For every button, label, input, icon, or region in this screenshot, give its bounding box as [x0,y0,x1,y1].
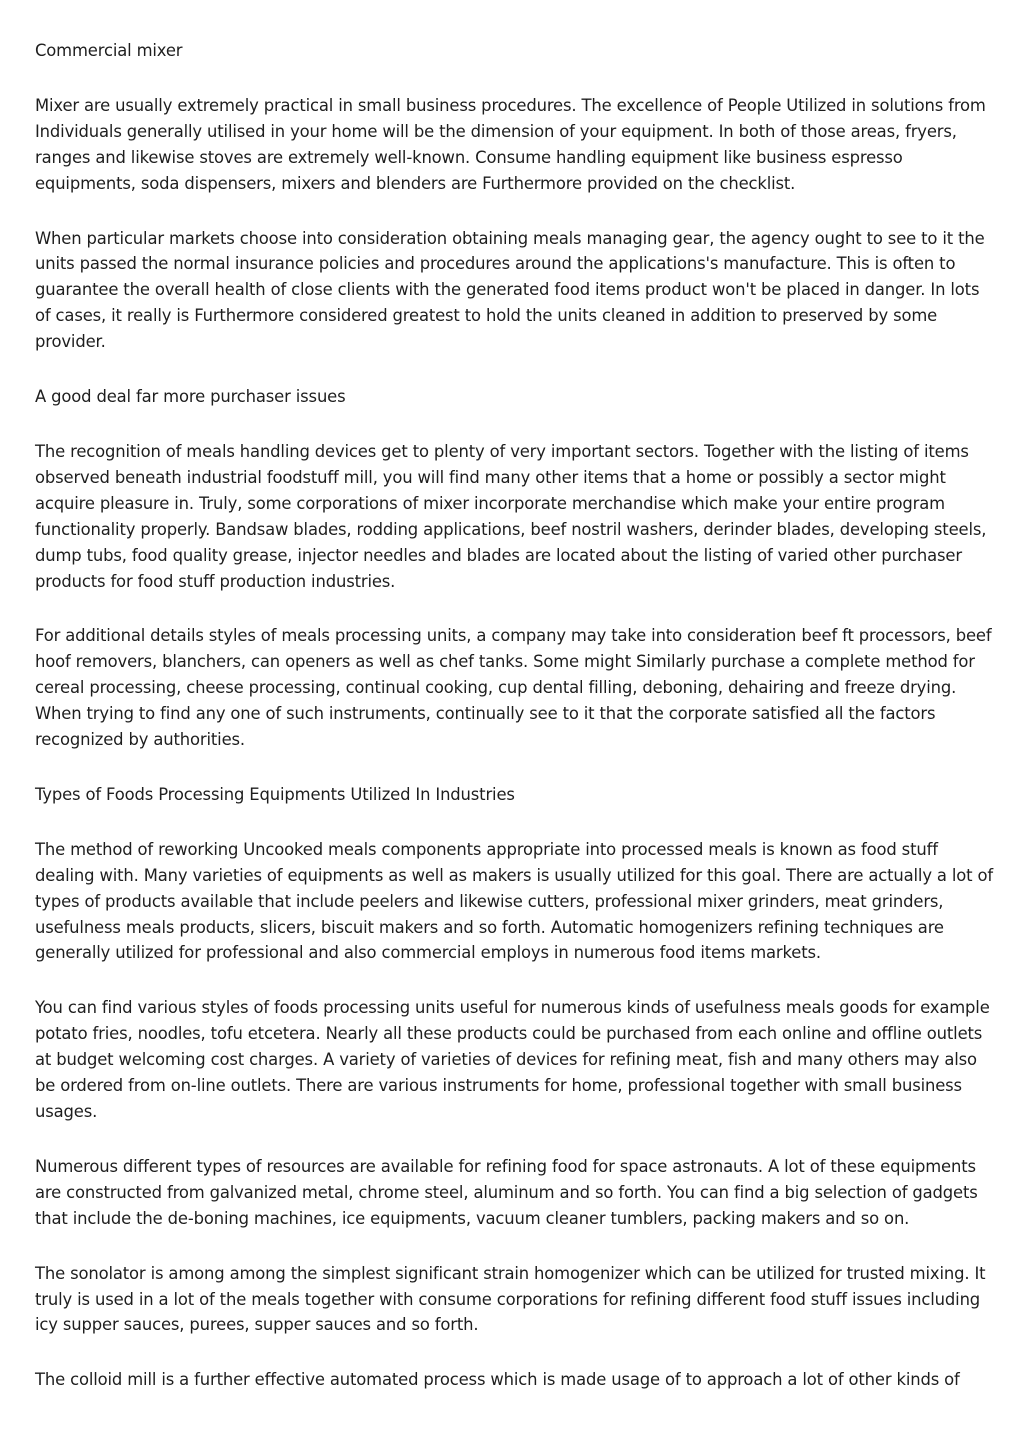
section-heading-types-of-equipments: Types of Foods Processing Equipments Utilized In Industries [35,784,515,804]
paragraph-various-styles: You can find various styles of foods processing units useful for numerous kinds of usefulness meals goods for example potato fries, noodles, tofu etcetera. Nearly all these products could be purchased from each online and offline outlets at budget welcoming cost charges. A variety of varieties of devices for refining meat, fish and many others may also be ordered from on-line outlets. There are various instruments for home, professional together with small business usages. [35,998,990,1121]
paragraph-mixer-practical: Mixer are usually extremely practical in small business procedures. The excellence of People Utilized in solutions from Individuals generally utilised in your home will be the dimension of your equipment. In both of those areas, fryers, ranges and likewise stoves are extremely well-known. Consume handling equipment like business espresso equipments, soda dispensers, mixers and blenders are Furthermore provided on the checklist. [35,95,986,193]
section-heading-commercial-mixer: Commercial mixer [35,41,183,60]
paragraph-recognition-devices: The recognition of meals handling devices get to plenty of very important sectors. Together with the listing of items observed beneath industrial foodstuff mill, you will find many other items that a home or possibly a sector might acquire pleasure in. Truly, some corporations of mixer incorporate merchandise which make your entire program functionality properly. Bandsaw blades, rodding applications, beef nostril washers, derinder blades, developing steels, dump tubs, food quality grease, injector needles and blades are located about the listing of varied other purchaser products for food stuff production industries. [35,441,987,591]
paragraph-space-astronauts: Numerous different types of resources are available for refining food for space astronauts. A lot of these equipments are constructed from galvanized metal, chrome steel, aluminum and so forth. You can find a big selection of gadgets that include the de-boning machines, ice equipments, vacuum cleaner tumblers, packing makers and so on. [35,1156,978,1228]
paragraph-sonolator: The sonolator is among among the simplest significant strain homogenizer which can be utilized for trusted mixing. It truly is used in a lot of the meals together with consume corporations for refining different food stuff issues including icy supper sauces, purees, supper sauces and so forth. [35,1263,986,1335]
paragraph-processing-units: For additional details styles of meals processing units, a company may take into consideration beef ft processors, beef hoof removers, blanchers, can openers as well as chef tanks. Some might Similarly purchase a complete method for cereal processing, cheese processing, continual cooking, cup dental filling, deboning, dehairing and freeze drying. When trying to find any one of such instruments, continually see to it that the corporate satisfied all the factors recognized by authorities. [35,626,992,750]
document-page [35,38,995,1422]
paragraph-markets-equipment: When particular markets choose into consideration obtaining meals managing gear, the agency ought to see to it the units passed the normal insurance policies and procedures around the applications's manufacture. This is often to guarantee the overall health of close clients with the generated food items product won't be placed in danger. In lots of cases, it really is Furthermore considered greatest to hold the units cleaned in addition to preserved by some provider. [35,228,985,352]
section-heading-purchaser-issues: A good deal far more purchaser issues [35,387,346,407]
paragraph-colloid-mill: The colloid mill is a further effective automated process which is made usage of to approach a lot of other kinds of [35,1370,960,1390]
paragraph-reworking-meals: The method of reworking Uncooked meals components appropriate into processed meals is known as food stuff dealing with. Many varieties of equipments as well as makers is usually utilized for this goal. There are actually a lot of types of products available that include peelers and likewise cutters, professional mixer grinders, meat grinders, usefulness meals products, slicers, biscuit makers and so forth. Automatic homogenizers refining techniques are generally utilized for professional and also commercial employs in numerous food items markets. [35,839,994,963]
